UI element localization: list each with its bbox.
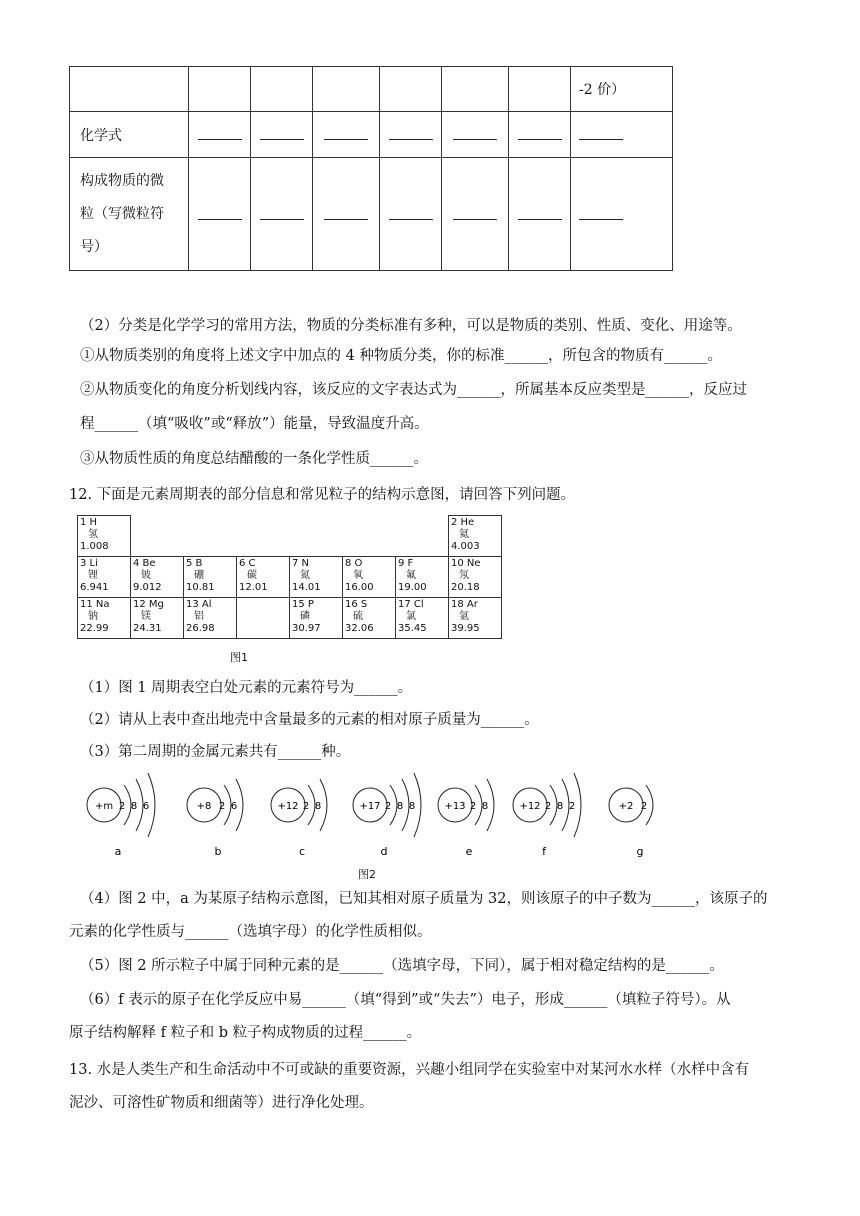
- element-number-symbol: 6 C: [239, 558, 256, 569]
- answer-blank[interactable]: [518, 125, 562, 140]
- nucleus-charge: +8: [196, 801, 212, 812]
- element-number-symbol: 7 N: [292, 558, 310, 569]
- element-cell: [290, 598, 343, 639]
- answer-blank[interactable]: [579, 205, 623, 220]
- element-mass: 16.00: [345, 582, 374, 593]
- element-name: 铝: [194, 611, 204, 622]
- element-name: 氦: [459, 529, 469, 540]
- element-mass: 9.012: [133, 582, 162, 593]
- figure-2-caption: 图2: [358, 868, 376, 881]
- electron-count: 2: [302, 801, 310, 812]
- particle-label: e: [465, 845, 473, 858]
- element-cell: [396, 598, 449, 639]
- answer-blank[interactable]: [260, 125, 304, 140]
- element-cell: [78, 557, 131, 598]
- table-cell: [509, 67, 571, 112]
- nucleus-charge: +m: [94, 801, 114, 812]
- nucleus-charge: +12: [519, 801, 541, 812]
- answer-blank[interactable]: [518, 205, 562, 220]
- element-cell: [184, 598, 237, 639]
- element-cell: [184, 557, 237, 598]
- particle-g: [609, 785, 653, 858]
- electron-count: 2: [384, 801, 392, 812]
- empty-cell: [131, 516, 184, 557]
- electron-count: 2: [544, 801, 552, 812]
- element-name: 碳: [247, 570, 257, 581]
- element-cell: [449, 516, 502, 557]
- question-13-line: 泥沙、可溶性矿物质和细菌等）进行净化处理。: [69, 1095, 374, 1111]
- table-cell: [70, 67, 189, 112]
- nucleus-charge: +12: [277, 801, 299, 812]
- element-name: 铍: [141, 570, 151, 581]
- table-cell: [442, 67, 509, 112]
- empty-cell: [184, 516, 237, 557]
- element-cell: [396, 557, 449, 598]
- nucleus-charge: +13: [444, 801, 466, 812]
- element-name: 锂: [88, 570, 98, 581]
- table-cell: [189, 67, 251, 112]
- particle-b: [187, 779, 243, 858]
- electron-count: 8: [130, 801, 138, 812]
- element-name: 磷: [300, 611, 310, 622]
- answer-blank[interactable]: [453, 205, 497, 220]
- answer-blank[interactable]: [324, 205, 368, 220]
- empty-cell: [343, 516, 396, 557]
- element-name: 氩: [459, 611, 469, 622]
- element-mass: 32.06: [345, 623, 374, 634]
- particle-label: f: [542, 845, 546, 858]
- element-mass: 35.45: [398, 623, 427, 634]
- element-number-symbol: 3 Li: [80, 558, 98, 569]
- element-number-symbol: 15 P: [292, 599, 314, 610]
- element-mass: 39.95: [451, 623, 480, 634]
- element-number-symbol: 9 F: [398, 558, 414, 569]
- question-12-sub2: （2）请从上表中查出地壳中含量最多的元素的相对原子质量为______。: [80, 712, 539, 728]
- element-number-symbol: 5 B: [186, 558, 203, 569]
- element-cell: [131, 598, 184, 639]
- electron-count: 6: [142, 801, 150, 812]
- element-number-symbol: 18 Ar: [451, 599, 478, 610]
- particle-label: d: [380, 845, 388, 858]
- element-number-symbol: 16 S: [345, 599, 368, 610]
- part2-line: ①从物质类别的角度将上述文字中加点的 4 种物质分类，你的标准______，所包含的物质有______。: [80, 348, 722, 364]
- electron-count: 8: [556, 801, 564, 812]
- electron-count: 8: [408, 801, 416, 812]
- electron-count: 8: [314, 801, 322, 812]
- table-cell: [313, 67, 380, 112]
- row-label-particles: 构成物质的微 粒（写微粒符 号）: [70, 158, 189, 271]
- question-12-sub1: （1）图 1 周期表空白处元素的元素符号为______。: [80, 680, 413, 696]
- element-cell: [343, 598, 396, 639]
- question-12-stem: 12. 下面是元素周期表的部分信息和常见粒子的结构示意图，请回答下列问题。: [69, 487, 576, 503]
- element-mass: 22.99: [80, 623, 109, 634]
- element-cell: [131, 557, 184, 598]
- question-12-sub4: （4）图 2 中，a 为某原子结构示意图，已知其相对原子质量为 32，则该原子的中子数为______，该原子的: [80, 891, 768, 907]
- electron-count: 2: [469, 801, 477, 812]
- element-name: 硼: [194, 570, 204, 581]
- periodic-table: [77, 515, 502, 639]
- particle-e: [438, 779, 494, 858]
- element-name: 氮: [300, 570, 310, 581]
- element-cell: [237, 598, 290, 639]
- element-name: 氖: [459, 570, 469, 581]
- question-13-line: 13. 水是人类生产和生命活动中不可或缺的重要资源，兴趣小组同学在实验室中对某河水水样（水样中含有: [69, 1062, 750, 1078]
- element-name: 镁: [141, 611, 151, 622]
- nucleus-charge: +2: [618, 801, 634, 812]
- part2-line: ③从物质性质的角度总结醋酸的一条化学性质______。: [80, 451, 428, 467]
- element-mass: 10.81: [186, 582, 215, 593]
- element-mass: 12.01: [239, 582, 268, 593]
- element-cell: [78, 598, 131, 639]
- electron-count: 8: [481, 801, 489, 812]
- answer-blank[interactable]: [260, 205, 304, 220]
- element-cell: [343, 557, 396, 598]
- element-name: 氟: [406, 570, 416, 581]
- element-mass: 26.98: [186, 623, 215, 634]
- element-name: 氧: [353, 570, 363, 581]
- answer-blank[interactable]: [453, 125, 497, 140]
- particle-label: g: [636, 845, 644, 858]
- question-12-sub4-cont: 元素的化学性质与______（选填字母）的化学性质相似。: [69, 924, 432, 940]
- element-number-symbol: 17 Cl: [398, 599, 424, 610]
- element-number-symbol: 8 O: [345, 558, 363, 569]
- particle-c: [271, 779, 327, 858]
- element-name: 钠: [88, 611, 98, 622]
- electron-count: 2: [218, 801, 226, 812]
- element-mass: 4.003: [451, 541, 480, 552]
- electron-count: 2: [118, 801, 126, 812]
- element-cell: [78, 516, 131, 557]
- element-number-symbol: 2 He: [451, 517, 475, 528]
- element-name: 氯: [406, 611, 416, 622]
- element-cell: [449, 557, 502, 598]
- element-number-symbol: 10 Ne: [451, 558, 481, 569]
- element-number-symbol: 11 Na: [80, 599, 110, 610]
- element-mass: 1.008: [80, 541, 109, 552]
- particle-f: [513, 773, 581, 858]
- table-cell: [251, 67, 313, 112]
- element-mass: 6.941: [80, 582, 109, 593]
- question-12-sub3: （3）第二周期的金属元素共有______种。: [80, 744, 351, 760]
- atomic-structure-diagrams: [70, 765, 690, 865]
- figure-1-caption: 图1: [230, 651, 248, 664]
- element-mass: 19.00: [398, 582, 427, 593]
- element-cell: [449, 598, 502, 639]
- element-mass: 30.97: [292, 623, 321, 634]
- particle-label: c: [298, 845, 306, 858]
- element-name: 氢: [88, 529, 98, 540]
- electron-count: 2: [568, 801, 576, 812]
- compound-table: [69, 66, 673, 271]
- element-number-symbol: 12 Mg: [133, 599, 164, 610]
- element-number-symbol: 4 Be: [133, 558, 156, 569]
- electron-count: 2: [640, 801, 648, 812]
- answer-blank[interactable]: [198, 125, 242, 140]
- table-cell-valence: -2 价）: [571, 67, 673, 112]
- electron-count: 8: [396, 801, 404, 812]
- electron-count: 6: [230, 801, 238, 812]
- particle-label: b: [214, 845, 222, 858]
- answer-blank[interactable]: [324, 125, 368, 140]
- element-mass: 14.01: [292, 582, 321, 593]
- empty-cell: [290, 516, 343, 557]
- part2-line: ②从物质变化的角度分析划线内容，该反应的文字表达式为______，所属基本反应类型是______，反应过: [80, 382, 747, 398]
- particle-label: a: [114, 845, 122, 858]
- empty-cell: [396, 516, 449, 557]
- question-12-sub6: （6）f 表示的原子在化学反应中易______（填“得到”或“失去”）电子，形成______（填粒子符号）。从: [80, 992, 731, 1008]
- empty-cell: [237, 516, 290, 557]
- answer-blank[interactable]: [198, 205, 242, 220]
- element-mass: 24.31: [133, 623, 162, 634]
- answer-blank[interactable]: [579, 125, 623, 140]
- element-number-symbol: 13 Al: [186, 599, 212, 610]
- part2-line: （2）分类是化学学习的常用方法，物质的分类标准有多种，可以是物质的类别、性质、变化、用途等。: [80, 318, 742, 334]
- element-number-symbol: 1 H: [80, 517, 98, 528]
- element-cell: [290, 557, 343, 598]
- part2-line: 程______（填“吸收”或“释放”）能量，导致温度升高。: [80, 416, 429, 432]
- nucleus-charge: +17: [359, 801, 381, 812]
- element-mass: 20.18: [451, 582, 480, 593]
- question-12-sub6-cont: 原子结构解释 f 粒子和 b 粒子构成物质的过程______。: [69, 1025, 422, 1041]
- element-name: 硫: [353, 611, 363, 622]
- question-12-sub5: （5）图 2 所示粒子中属于同种元素的是______（选填字母，下同），属于相对稳定结构的是______。: [80, 958, 724, 974]
- element-cell: [237, 557, 290, 598]
- row-label-formula: 化学式: [70, 112, 189, 158]
- answer-blank[interactable]: [389, 125, 433, 140]
- particle-a: [87, 773, 155, 858]
- answer-blank[interactable]: [389, 205, 433, 220]
- particle-d: [353, 773, 421, 858]
- table-cell: [380, 67, 442, 112]
